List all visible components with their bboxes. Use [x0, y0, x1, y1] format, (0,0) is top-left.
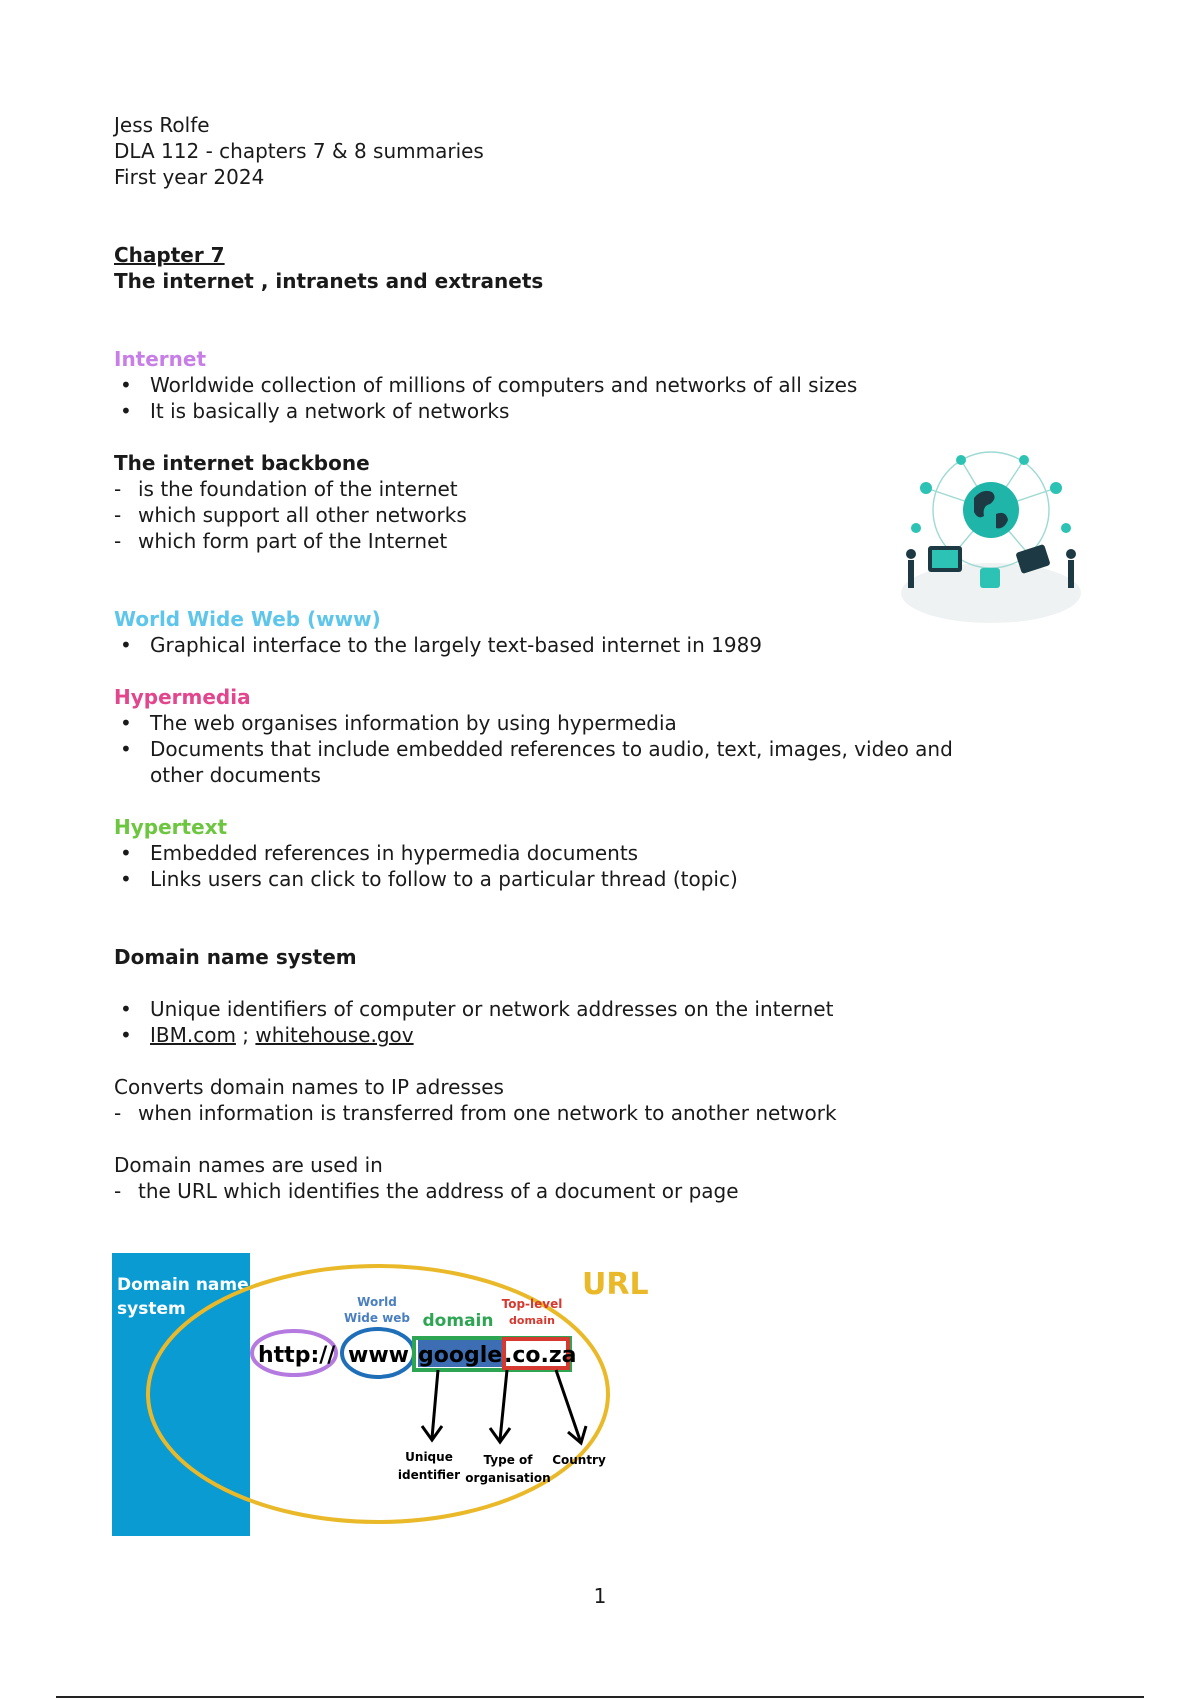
list-item: - which support all other networks	[114, 502, 1094, 528]
url-label: URL	[582, 1267, 649, 1302]
unique-label-line2: identifier	[397, 1468, 461, 1482]
www-heading: World Wide Web (www)	[114, 607, 381, 631]
www-text: www	[348, 1343, 409, 1368]
network-globe-illustration	[896, 448, 1086, 630]
list-item: • Graphical interface to the largely text-based internet in 1989	[114, 632, 1094, 658]
author-name: Jess Rolfe	[114, 113, 210, 137]
hypertext-heading: Hypertext	[114, 815, 228, 839]
converts-text: Converts domain names to IP adresses	[114, 1075, 504, 1099]
type-label-line2: organisation	[465, 1471, 551, 1485]
type-label-line1: Type of	[483, 1453, 533, 1467]
sidebar-label-1: Domain name system	[117, 1275, 249, 1319]
domain-label: domain	[422, 1311, 494, 1331]
google-text: google	[418, 1343, 503, 1368]
list-item: • Worldwide collection of millions of computers and networks of all sizes	[114, 372, 1094, 398]
unique-label-line1: Unique	[405, 1450, 453, 1464]
list-item-continuation: other documents	[150, 763, 321, 787]
backbone-heading: The internet backbone	[114, 451, 370, 475]
list-item: • Links users can click to follow to a particular thread (topic)	[114, 866, 1094, 892]
arrows	[422, 1370, 586, 1443]
http-text: http://	[258, 1343, 336, 1368]
hypertext-list	[114, 840, 1094, 892]
hypermedia-heading: Hypermedia	[114, 685, 251, 709]
internet-heading: Internet	[114, 347, 207, 371]
course-title: DLA 112 - chapters 7 & 8 summaries	[114, 139, 484, 163]
www-label-line1: World	[357, 1295, 397, 1309]
url-diagram	[112, 1250, 652, 1536]
list-item: • Documents that include embedded references to audio, text, images, video and	[114, 736, 1094, 762]
page-number: 1	[593, 1584, 607, 1608]
list-item: - the URL which identifies the address of a document or page	[114, 1178, 1094, 1204]
used-in-list	[114, 1178, 1094, 1204]
chapter-title: The internet , intranets and extranets	[114, 269, 544, 293]
www-list	[114, 632, 1094, 658]
www-label-line2: Wide web	[343, 1311, 411, 1325]
list-item-links	[114, 1022, 1094, 1048]
dns-heading: Domain name system	[114, 945, 357, 969]
hypermedia-list	[114, 710, 1094, 788]
chapter-label: Chapter 7	[114, 243, 225, 267]
tld-label-line2: domain	[509, 1314, 555, 1327]
list-item: • Embedded references in hypermedia documents	[114, 840, 1094, 866]
list-item: • The web organises information by using hypermedia	[114, 710, 1094, 736]
whitehouse-link[interactable]: whitehouse.gov	[255, 1023, 414, 1047]
document-body	[114, 112, 1094, 1204]
converts-list	[114, 1100, 1094, 1126]
used-in-text: Domain names are used in	[114, 1153, 383, 1177]
internet-list	[114, 372, 1094, 424]
list-item: - which form part of the Internet	[114, 528, 1094, 554]
list-item: • Unique identifiers of computer or network addresses on the internet	[114, 996, 1094, 1022]
ibm-link[interactable]: IBM.com	[150, 1023, 236, 1047]
tld-label-line1: Top-level	[501, 1297, 563, 1311]
dns-list	[114, 996, 1094, 1048]
country-label: Country	[552, 1453, 606, 1467]
list-item: - when information is transferred from one network to another network	[114, 1100, 1094, 1126]
list-item: - is the foundation of the internet	[114, 476, 1094, 502]
list-item: • It is basically a network of networks	[114, 398, 1094, 424]
link-separator: ;	[235, 1023, 256, 1047]
year-line: First year 2024	[114, 165, 265, 189]
coza-text: .co.za	[504, 1343, 577, 1368]
footer-rule	[56, 1696, 1144, 1698]
